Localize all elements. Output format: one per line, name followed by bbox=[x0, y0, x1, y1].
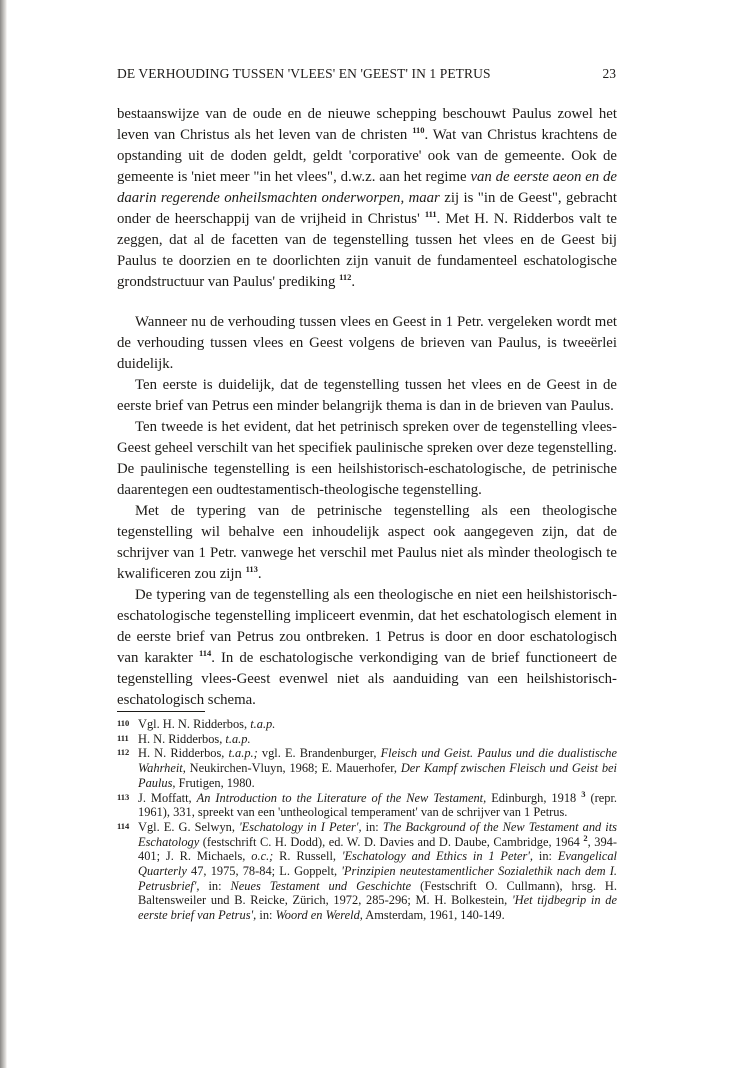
page-number: 23 bbox=[602, 66, 616, 81]
footnote-113: 113 J. Moffatt, An Introduction to the Literature of the New Testament, Edinburgh, 1918 $^3$ (repr. 1961), 331, spreekt van een 'untheological temperament' van de schrijver van 1 Petrus. bbox=[117, 788, 617, 820]
paragraph-1: bestaanswijze van de oude en de nieuwe schepping beschouwt Paulus zowel het leven van Christus als het leven van de christen $^{110}$. Wat van Christus krachtens de opstanding uit de doden geldt, geldt 'corporative' ook van de gemeente. Ook de gemeente is 'niet meer "in het vlees", d.w.z. aan het regime van de eerste aeon en de daarin regerende onheilsmachten onderworpen, maar zij is "in de Geest", gebracht onder de heerschappij van de vrijheid in Christus' $^{111}$. Met H. N. Ridderbos valt te zeggen, dat al de facetten van de tegenstelling tussen het vlees en de Geest bij Paulus te doorzien en te doorlichten zijn vanuit de fundamenteel eschatologische grondstructuur van Paulus' prediking $^{112}$. bbox=[117, 106, 618, 290]
footnote-number: 113 bbox=[117, 791, 130, 802]
footnote-114: 114 Vgl. E. G. Selwyn, 'Eschatology in I Peter', in: The Background of the New Testament and its Eschatology (festschrift C. H. Dodd), ed. W. D. Davies and D. Daube, Cambridge, 1964 $^2$, 394-401; J. R. Michaels, o.c.; R. Russell, 'Eschatology and Ethics in 1 Peter', in: Evangelical Quarterly 47, 1975, 78-84; L. Goppelt, 'Prinzipien neutestamentlicher Sozialethik nach dem I. Petrusbrief', in: Neues Testament und Geschichte (Festschrift O. Cullmann), hrsg. H. Baltensweiler und B. Reicke, Zürich, 1972, 285-296; M. H. Bolkestein, 'Het tijdbegrip in de eerste brief van Petrus', in: Woord en Wereld, Amsterdam, 1961, 140-149. bbox=[117, 819, 618, 923]
footnote-number: 114 bbox=[117, 820, 130, 831]
footnote-number: 110 bbox=[117, 718, 130, 728]
footnote-110: 110 Vgl. H. N. Ridderbos, t.a.p. bbox=[117, 717, 276, 731]
footnote-number: 112 bbox=[117, 747, 130, 758]
paragraph-3: Ten eerste is duidelijk, dat de tegenstelling tussen het vlees en de Geest in de eerste brief van Petrus een minder belangrijk thema is dan in de brieven van Paulus. bbox=[117, 377, 617, 414]
paragraph-2: Wanneer nu de verhouding tussen vlees en Geest in 1 Petr. vergeleken wordt met de verhouding tussen vlees en Geest volgens de brieven van Paulus, is tweeërlei duidelijk. bbox=[117, 314, 617, 372]
footnotes bbox=[117, 717, 617, 923]
footnote-111: 111 H. N. Ridderbos, t.a.p. bbox=[117, 731, 251, 746]
paragraph-5: Met de typering van de petrinische tegenstelling als een theologische tegenstelling wil behalve een inhoudelijk aspect ook aangegeven zijn, dat de schrijver van 1 Petr. vanwege het verschil met Paulus niet als mìnder theologisch te kwalificeren zou zijn $^{113}$. bbox=[117, 503, 617, 582]
footnote-rule bbox=[117, 711, 205, 712]
paragraph-6: De typering van de tegenstelling als een theologische en niet een heilshistorisch-eschatologische tegenstelling impliceert evenmin, dat het eschatologisch element in de eerste brief van Petrus zou ontbreken. 1 Petrus is door en door eschatologisch van karakter $^{114}$. In de eschatologische verkondiging van de brief functioneert de tegenstelling vlees-Geest evenwel niet als aanduiding van een heilshistorisch-eschatologisch schema. bbox=[117, 587, 617, 708]
footnote-112: 112 H. N. Ridderbos, t.a.p.; vgl. E. Brandenburger, Fleisch und Geist. Paulus und die dualistische Wahrheit, Neukirchen-Vluyn, 1968; E. Mauerhofer, Der Kampf zwischen Fleisch und Geist bei Paulus, Frutigen, 1980. bbox=[117, 746, 618, 790]
footnote-number: 111 bbox=[117, 732, 129, 743]
footnote-ref[interactable]: 113 bbox=[245, 564, 258, 575]
footnote-ref[interactable]: 111 bbox=[424, 209, 437, 220]
footnote-ref[interactable]: 112 bbox=[339, 272, 352, 283]
footnote-ref[interactable]: 114 bbox=[198, 648, 212, 659]
body-text bbox=[117, 104, 617, 711]
running-head: DE VERHOUDING TUSSEN 'VLEES' EN 'GEEST' IN 1 PETRUS bbox=[117, 66, 491, 81]
paragraph-4: Ten tweede is het evident, dat het petrinisch spreken over de tegenstelling vlees-Geest geheel verschilt van het specifiek paulinische spreken over deze tegenstelling. De paulinische tegenstelling is een heilshistorisch-eschatologische, de petrinische daarentegen een oudtestamentisch-theologische tegenstelling. bbox=[117, 419, 617, 498]
footnote-ref[interactable]: 110 bbox=[412, 125, 425, 136]
